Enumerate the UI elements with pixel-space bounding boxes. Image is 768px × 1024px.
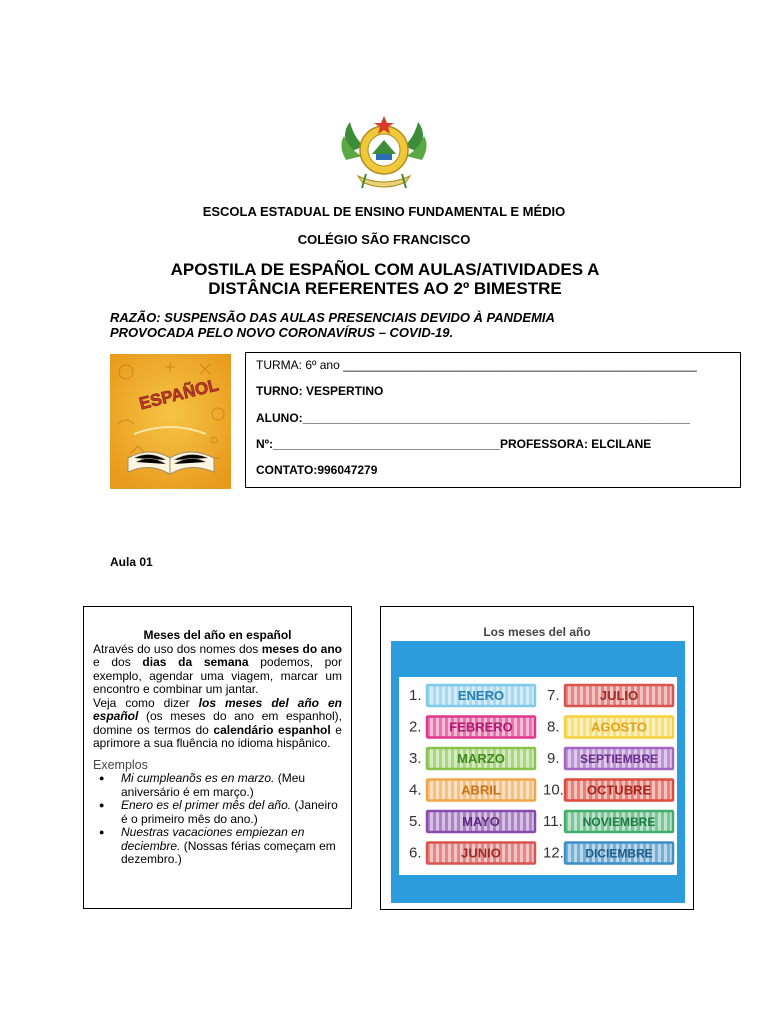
examples-list xyxy=(93,772,342,867)
month-name: ENERO xyxy=(457,688,505,703)
espanol-book-illustration xyxy=(110,354,231,489)
reason-text xyxy=(110,310,630,340)
cover-word: ESPAÑOL xyxy=(137,375,221,414)
month-number: 8. xyxy=(547,718,560,736)
month-number: 4. xyxy=(409,781,422,799)
month-name: MARZO xyxy=(457,751,505,766)
month-number: 2. xyxy=(409,718,422,736)
month-number: 3. xyxy=(409,750,422,767)
paragraph-1: Através do uso dos nomes dos meses do ano e dos dias da semana podemos, por exemplo, agendar uma viagem, marcar um encontro e combinar um jantar. xyxy=(93,641,342,696)
month-name: AGOSTO xyxy=(590,719,648,735)
month-name: SEPTIEMBRE xyxy=(579,752,659,766)
example-item: ● Enero es el primer mês del año. (Janeiro é o primeiro mês do ano.) xyxy=(121,799,342,826)
month-name: FEBRERO xyxy=(449,719,513,735)
month-number: 7. xyxy=(547,687,560,704)
numero-professora-field: Nº:__________________________________PROFESSORA: ELCILANE xyxy=(256,437,652,451)
month-number: 9. xyxy=(547,750,560,767)
reason-line-1: RAZÃO: SUSPENSÃO DAS AULAS PRESENCIAIS DEVIDO À PANDEMIA xyxy=(110,310,555,325)
month-name: NOVIEMBRE xyxy=(582,815,656,829)
lesson-label: Aula 01 xyxy=(110,555,153,569)
title-line-1: APOSTILA DE ESPAÑOL COM AULAS/ATIVIDADES A xyxy=(170,260,600,279)
month-name: DICIEMBRE xyxy=(585,846,653,861)
turma-field: TURMA: 6º ano _____________________________________________________ xyxy=(256,358,697,372)
student-info-box xyxy=(245,352,741,488)
month-number: 5. xyxy=(409,813,422,830)
aluno-field: ALUNO:__________________________________________________________ xyxy=(256,411,690,425)
month-name: JULIO xyxy=(599,688,639,703)
examples-title: Exemplos xyxy=(93,757,148,772)
month-name: MAYO xyxy=(462,814,500,829)
page-title xyxy=(120,260,650,298)
reason-line-2: PROVOCADA PELO NOVO CORONAVÍRUS – COVID-19. xyxy=(110,325,454,340)
text-box-heading: Meses del año en español xyxy=(143,628,292,642)
months-text-box xyxy=(83,606,352,909)
month-name: ABRIL xyxy=(461,782,501,798)
month-number: 1. xyxy=(409,687,422,704)
example-item: ● Mi cumpleanõs es en marzo. (Meu aniversário é em março.) xyxy=(121,772,342,799)
example-item: ● Nuestras vacaciones empiezan en deciembre. (Nossas férias começam em dezembro.) xyxy=(121,826,342,867)
contato-field: CONTATO:996047279 xyxy=(256,463,378,477)
month-number: 11. xyxy=(543,813,563,830)
month-name: JUNIO xyxy=(461,845,501,861)
months-chart xyxy=(391,641,685,903)
coat-of-arms-logo xyxy=(336,112,432,192)
month-name: OCTUBRE xyxy=(586,782,652,798)
months-chart-title: Los meses del año xyxy=(483,625,591,639)
title-line-2: DISTÂNCIA REFERENTES AO 2º BIMESTRE xyxy=(208,279,562,298)
months-chart-box xyxy=(380,606,694,910)
college-name: COLÉGIO SÃO FRANCISCO xyxy=(297,232,471,247)
month-number: 12. xyxy=(543,844,564,862)
paragraph-2: Veja como dizer los meses del año en español (os meses do ano em espanhol), domine os termos do calendário espanhol e aprimore a sua fluência no idioma hispânico. xyxy=(93,695,342,750)
school-name: ESCOLA ESTADUAL DE ENSINO FUNDAMENTAL E MÉDIO xyxy=(202,204,566,219)
month-number: 10. xyxy=(543,781,564,799)
turno-field: TURNO: VESPERTINO xyxy=(256,384,384,398)
month-number: 6. xyxy=(409,844,422,862)
